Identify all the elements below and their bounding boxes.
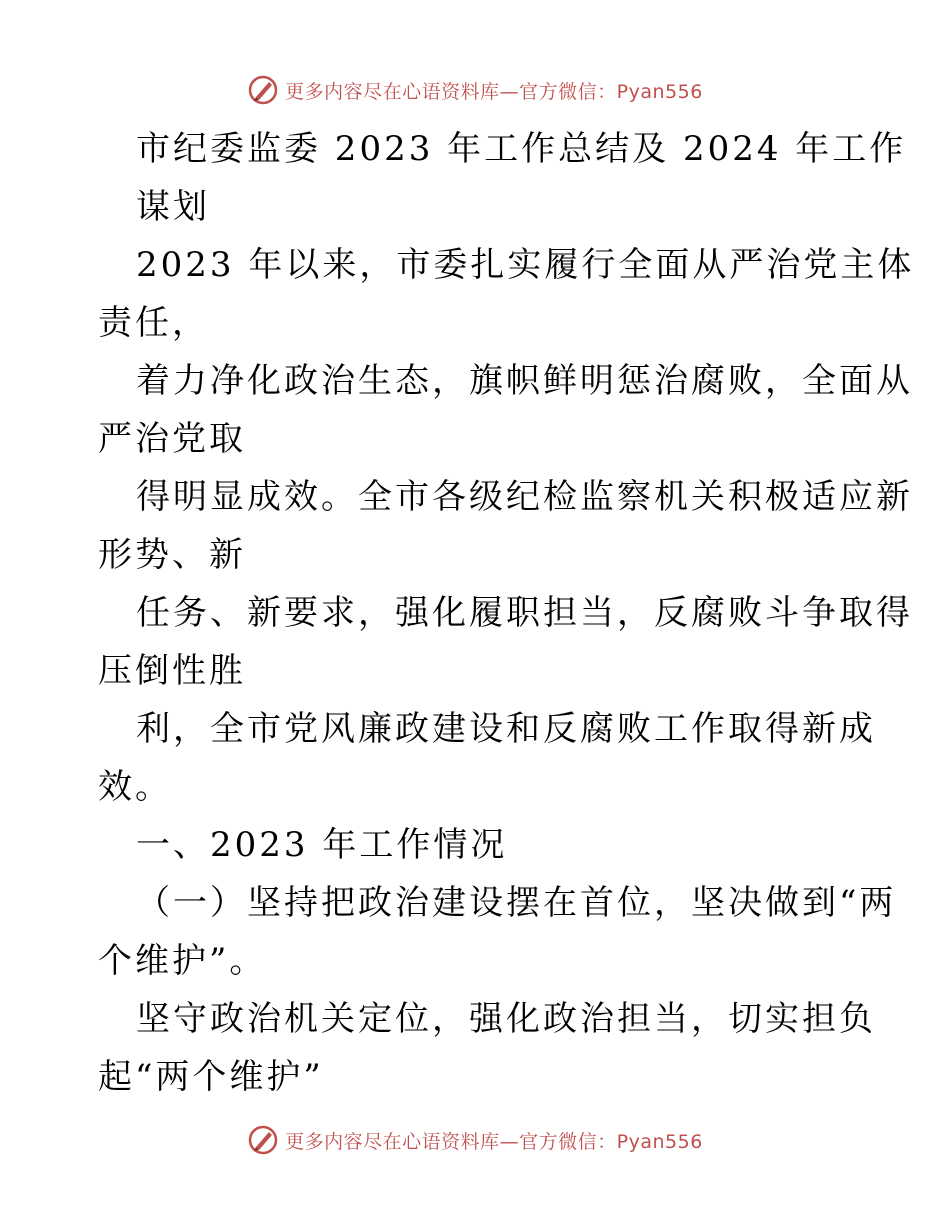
text-line: 着力净化政治生态，旗帜鲜明惩治腐败，全面从	[136, 361, 913, 401]
text-line: 2023 年以来，市委扎实履行全面从严治党主体	[136, 245, 915, 285]
text-line: （一）坚持把政治建设摆在首位，坚决做到“两	[136, 883, 897, 923]
watermark-text: 更多内容尽在心语资料库—官方微信：Pyan556	[285, 80, 703, 103]
text-line: 起“两个维护”	[98, 1057, 324, 1097]
text-line: 一、2023 年工作情况	[136, 825, 508, 865]
watermark-text: 更多内容尽在心语资料库—官方微信：Pyan556	[285, 1130, 703, 1153]
text-line: 坚守政治机关定位，强化政治担当，切实担负	[136, 999, 876, 1039]
text-line: 利，全市党风廉政建设和反腐败工作取得新成	[136, 709, 876, 749]
text-line: 得明显成效。全市各级纪检监察机关积极适应新	[136, 477, 913, 517]
header-watermark	[0, 70, 950, 110]
text-line: 市纪委监委 2023 年工作总结及 2024 年工作	[136, 129, 907, 169]
pen-logo-icon	[247, 1124, 279, 1156]
text-line: 效。	[98, 767, 172, 807]
text-line: 形势、新	[98, 535, 246, 575]
text-line: 严治党取	[98, 419, 246, 459]
footer-watermark	[0, 1120, 950, 1160]
text-line: 谋划	[136, 187, 210, 227]
text-line: 压倒性胜	[98, 651, 246, 691]
text-line: 个维护”。	[98, 941, 267, 981]
text-line: 责任，	[98, 303, 209, 343]
text-line: 任务、新要求，强化履职担当，反腐败斗争取得	[136, 593, 913, 633]
document-body	[98, 120, 915, 1106]
pen-logo-icon	[247, 74, 279, 106]
